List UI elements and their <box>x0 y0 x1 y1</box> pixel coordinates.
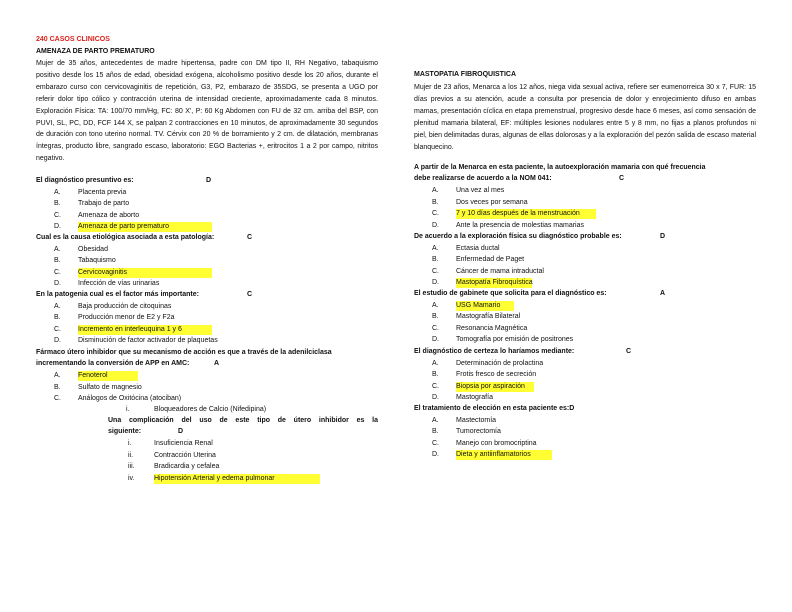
option-letter: D. <box>432 279 439 286</box>
option-letter: D. <box>432 394 439 401</box>
option-text-correct: Cervicovaginitis <box>78 268 212 278</box>
question: De acuerdo a la exploración física su diagnóstico probable es: <box>414 233 622 240</box>
question: siguiente: <box>108 428 142 435</box>
option-text: Baja producción de citoquinas <box>78 302 172 310</box>
option-text: Contracción Uterina <box>154 451 216 459</box>
option-text-correct: USG Mamario <box>456 301 514 311</box>
option-text: Trabajo de parto <box>78 200 130 207</box>
option-letter: D. <box>432 221 439 229</box>
option-letter: B. <box>54 314 61 321</box>
option-text: Tumorectomía <box>456 428 501 435</box>
option-text: Amenaza de aborto <box>78 211 140 219</box>
option-text: Producción menor de E2 y F2a <box>78 314 175 321</box>
option-letter: i. <box>126 406 130 413</box>
option-letter: ii. <box>128 451 134 459</box>
answer-key: C <box>626 348 632 355</box>
option-letter: B. <box>54 200 61 207</box>
question: El diagnóstico presuntivo es: <box>36 177 134 184</box>
option-letter: A. <box>54 372 61 379</box>
option-text: Frotis fresco de secreción <box>456 371 537 378</box>
option-text: Resonancia Magnética <box>456 324 528 332</box>
question: El estudio de gabinete que solicita para el diagnóstico es: <box>414 290 607 297</box>
option-letter: A. <box>54 245 61 253</box>
option-letter: C. <box>54 395 61 402</box>
option-text-correct: 7 y 10 días después de la menstruación <box>456 209 596 219</box>
option-letter: B. <box>54 257 61 264</box>
option-text-correct: Amenaza de parto prematuro <box>78 222 212 232</box>
option-text: Sulfato de magnesio <box>78 383 142 391</box>
option-text: Bradicardia y cefalea <box>154 463 220 470</box>
option-letter: B. <box>432 313 439 320</box>
option-text-correct: Hipotensión Arterial y edema pulmonar <box>154 474 320 484</box>
option-text: Dos veces por semana <box>456 198 528 206</box>
option-letter: A. <box>432 359 439 367</box>
option-text: Mastografía Bilateral <box>456 313 521 320</box>
option-letter: iii. <box>128 463 135 470</box>
case-title: AMENAZA DE PARTO PREMATURO <box>36 48 155 55</box>
answer-key: C <box>247 291 253 298</box>
option-letter: C. <box>432 382 439 390</box>
option-text: Ante la presencia de molestias mamarias <box>456 221 585 229</box>
option-text: Mastectomía <box>456 416 497 424</box>
option-letter: A. <box>54 188 61 196</box>
option-letter: A. <box>432 301 439 309</box>
option-text: Obesidad <box>78 245 108 253</box>
option-letter: C. <box>54 211 61 219</box>
option-text-correct: Dieta y antiinflamatorios <box>456 450 552 460</box>
question: incrementando la conversión de APP en AMC: <box>36 360 190 367</box>
option-letter: D. <box>432 451 439 458</box>
answer-key: D <box>206 177 212 184</box>
option-letter: A. <box>54 302 61 310</box>
option-text: Ectasia ductal <box>456 244 500 252</box>
option-letter: i. <box>128 440 132 447</box>
option-text: Manejo con bromocriptina <box>456 439 537 447</box>
option-letter: C. <box>54 268 61 276</box>
option-letter: C. <box>432 439 439 447</box>
answer-key: C <box>247 234 253 241</box>
option-letter: D. <box>54 337 61 344</box>
question: Fármaco útero inhibidor que su mecanismo de acción es que a través de la adenilciclasa <box>36 349 332 356</box>
case-title: MASTOPATIA FIBROQUISTICA <box>414 71 517 78</box>
option-letter: C. <box>432 210 439 217</box>
answer-key: D <box>178 428 184 435</box>
question: En la patogenia cual es el factor más importante: <box>36 291 199 298</box>
option-text: Tabaquismo <box>78 257 116 264</box>
answer-key: D <box>660 233 666 240</box>
case-text: Mujer de 35 años, antecedentes de madre hipertensa, padre con DM tipo II, RH Negativo, tabaquismo positivo desde los 15 años de edad, obesidad exógena, alcoholismo positivo desde los 20 años, durante el embarazo curso con cervicovaginitis de repetición, G3, P2, embarazo de 35SDG, se presenta a UGO por referir dolor tipo cólico y contracción uterina de intensidad creciente, aproximadamente cada 8 minutos. Exploración Física: TA: 100/70 mm/Hg, FC: 80 X', P: 60 Kg Abdomen con FU de 32 cm. arriba del BSP, con PUVI, SL, PC, DD, FCF 144 X, se palpan 2 contracciones en 10 minutos, de aproximadamente 30 segundos de duración con tono uterino normal. TV. Cérvix con 20 % de borramiento y 2 cm. de dilatación, membranas íntegras, producto libre, sangrado escaso, laboratorio: EGO Bacterias +, eritrocitos 1 a 2 por campo, nitritos negativo. <box>36 60 378 163</box>
option-text-correct: Biopsia por aspiración <box>456 382 534 392</box>
question: El diagnóstico de certeza lo haríamos mediante: <box>414 348 575 355</box>
answer-key: A <box>214 360 220 367</box>
option-text: Mastografía <box>456 394 493 401</box>
option-text-correct: Fenoterol <box>78 371 138 381</box>
option-text: Disminución de factor activador de plaquetas <box>78 337 218 344</box>
option-letter: A. <box>432 416 439 424</box>
option-text: Determinación de prolactina <box>456 359 544 367</box>
option-text: Una vez al mes <box>456 187 505 194</box>
option-text: Insuficiencia Renal <box>154 440 213 447</box>
option-letter: B. <box>54 383 61 391</box>
option-letter: D. <box>54 280 61 287</box>
answer-key: A <box>660 290 666 297</box>
option-letter: C. <box>432 324 439 332</box>
question: Una complicación del uso de este tipo de útero inhibidor es la <box>108 417 378 424</box>
question: Cual es la causa etiológica asociada a esta patología: <box>36 234 215 241</box>
option-letter: D. <box>432 336 439 343</box>
option-text: Análogos de Oxitócina (atociban) <box>78 395 182 402</box>
option-text: Enfermedad de Paget <box>456 256 525 263</box>
option-text-correct: Mastopatía Fibroquística <box>456 279 533 286</box>
question: A partir de la Menarca en esta paciente, la autoexploración mamaria con qué frecuencia <box>414 164 706 171</box>
option-letter: B. <box>432 256 439 263</box>
option-letter: A. <box>432 187 439 194</box>
question: El tratamiento de elección en esta paciente es:D <box>414 405 575 412</box>
option-letter: B. <box>432 371 439 378</box>
option-letter: D. <box>54 223 61 230</box>
question: debe realizarse de acuerdo a la NOM 041: <box>414 175 552 182</box>
option-letter: A. <box>432 244 439 252</box>
option-text: Infección de vías urinarias <box>78 280 160 287</box>
option-letter: C. <box>432 267 439 275</box>
option-text: Tomografía por emisión de positrones <box>456 336 574 343</box>
answer-key: C <box>619 175 625 182</box>
option-text: Placenta previa <box>78 188 127 196</box>
option-text: Cáncer de mama intraductal <box>456 267 544 275</box>
option-letter: iv. <box>128 474 135 482</box>
option-text-correct: Incremento en interleuquina 1 y 6 <box>78 325 212 335</box>
option-letter: B. <box>432 428 439 435</box>
case-text: Mujer de 23 años, Menarca a los 12 años, niega vida sexual activa, refiere ser eumenorreica 30 x 7, FUR: 15 días previos a su atención, acude a consulta por presencia de dolor y enrojecimiento difuso en ambas mamas, presentación cíclica en etapa premenstrual, progresivo desde hace 6 meses, así como sensación de plenitud mamaria bilateral, EF: múltiples lesiones nodulares entre 5 y 8 mm, no fijas a planos profundos ni piel, bien delimitadas duras, algunas de ellas dolorosas y a la exploración del pezón salida de escaso material blanquecino. <box>414 84 756 151</box>
book-title: 240 CASOS CLINICOS <box>36 36 110 43</box>
option-text: Bloqueadores de Calcio (Nifedipina) <box>154 406 267 413</box>
option-letter: C. <box>54 325 61 333</box>
option-letter: B. <box>432 198 439 206</box>
